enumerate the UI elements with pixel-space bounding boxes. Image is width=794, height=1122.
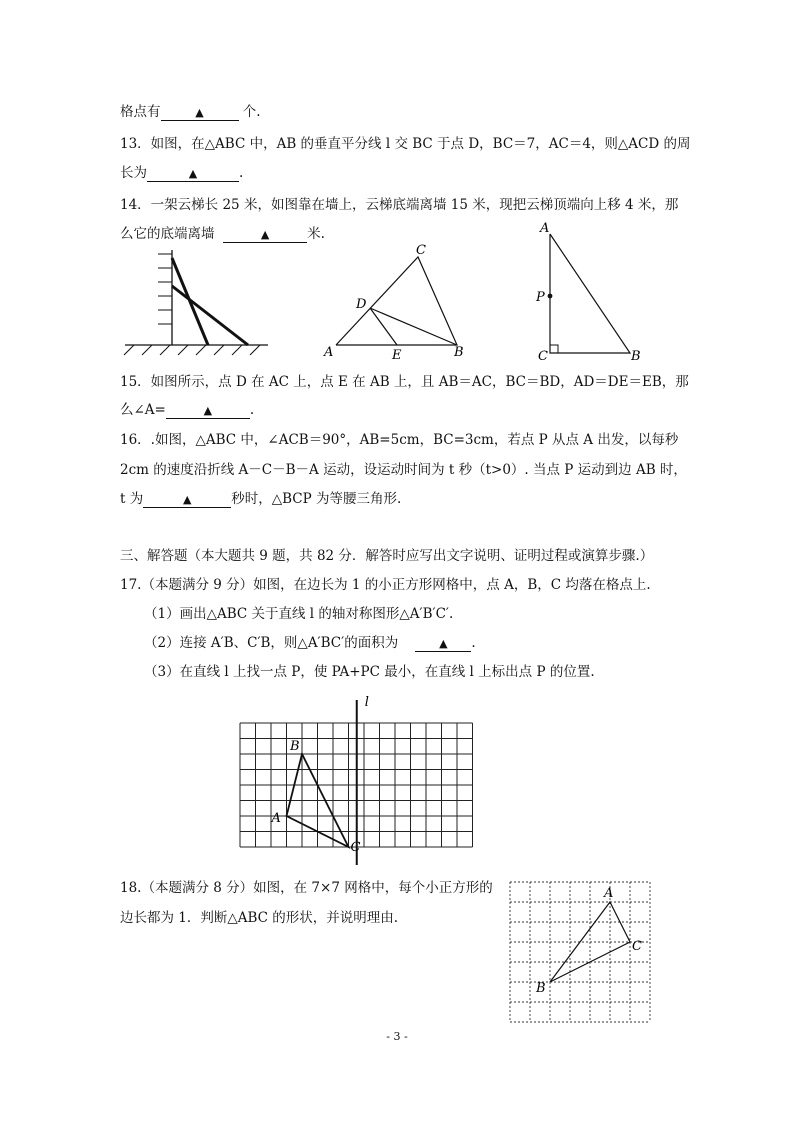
label-c: C	[416, 243, 426, 258]
answer-blank[interactable]: ▲	[223, 227, 307, 243]
q17-intro: 17.（本题满分 9 分）如图，在边长为 1 的小正方形网格中，点 A，B，C 均落在格点上.	[120, 577, 651, 593]
q16-line3: t 为 ▲ 秒时，△BCP 为等腰三角形.	[120, 491, 402, 507]
q18-line1: 18.（本题满分 8 分）如图，在 7×7 网格中，每个小正方形的	[120, 880, 493, 896]
label-a: A	[604, 886, 614, 901]
answer-blank[interactable]: ▲	[147, 166, 239, 182]
page-number: - 3 -	[386, 1030, 408, 1043]
section-three-heading: 三、解答题（本大题共 9 题，共 82 分．解答时应写出文字说明、证明过程或演算步骤.）	[120, 548, 654, 564]
label-b: B	[290, 739, 300, 754]
label-d: D	[356, 297, 367, 312]
label-l: l	[364, 695, 369, 710]
q17-part2: （2）连接 A′B、C′B，则△A′BC′的面积为 ▲ .	[144, 635, 476, 651]
answer-blank[interactable]: ▲	[143, 492, 231, 508]
q15-line1: 15．如图所示，点 D 在 AC 上，点 E 在 AB 上，且 AB＝AC，BC＝BD，AD＝DE＝EB，那	[120, 374, 689, 390]
label-p: P	[536, 290, 545, 305]
q13-line2: 长为 ▲ .	[120, 165, 244, 181]
label-b: B	[454, 345, 464, 360]
q17-part1: （1）画出△ABC 关于直线 l 的轴对称图形△A′B′C′.	[144, 606, 454, 622]
triangle-de-figure	[320, 242, 480, 367]
answer-blank[interactable]: ▲	[415, 636, 471, 652]
label-a: A	[324, 345, 334, 360]
answer-blank[interactable]: ▲	[166, 403, 250, 419]
q17-part3: （3）在直线 l 上找一点 P，使 PA+PC 最小，在直线 l 上标出点 P 的位置.	[144, 664, 595, 680]
q18-line2: 边长都为 1．判断△ABC 的形状，并说明理由.	[120, 910, 399, 926]
q16-line2: 2cm 的速度沿折线 A－C－B－A 运动，设运动时间为 t 秒（t>0）. 当点 P 运动到边 AB 时，	[120, 462, 687, 478]
q14-line2: 么它的底端离墙 ▲ 米.	[120, 226, 325, 242]
label-a: A	[271, 811, 281, 826]
q18-grid-figure	[505, 878, 665, 1028]
answer-blank[interactable]: ▲	[161, 105, 239, 121]
label-b: B	[631, 349, 641, 364]
label-e: E	[392, 348, 402, 363]
label-a: A	[540, 221, 550, 236]
q15-line2: 么∠A= ▲ .	[120, 402, 255, 418]
q12-tail: 格点有 ▲ 个.	[120, 104, 261, 120]
label-c: C	[538, 349, 548, 364]
label-c: C	[632, 939, 642, 954]
label-b: B	[536, 981, 546, 996]
q14-line1: 14．一架云梯长 25 米，如图靠在墙上，云梯底端离墙 15 米，现把云梯顶端向上移 4 米，那	[120, 197, 679, 213]
q16-line1: 16．.如图，△ABC 中，∠ACB＝90°，AB=5cm，BC=3cm，若点 P 从点 A 出发，以每秒	[120, 432, 679, 448]
ladder-figure	[120, 250, 270, 360]
q13-line1: 13．如图，在△ABC 中，AB 的垂直平分线 l 交 BC 于点 D，BC＝7，AC＝4，则△ACD 的周	[120, 136, 691, 152]
label-c: C	[350, 840, 361, 855]
right-triangle-figure	[530, 222, 650, 367]
q17-grid-figure	[230, 690, 490, 855]
